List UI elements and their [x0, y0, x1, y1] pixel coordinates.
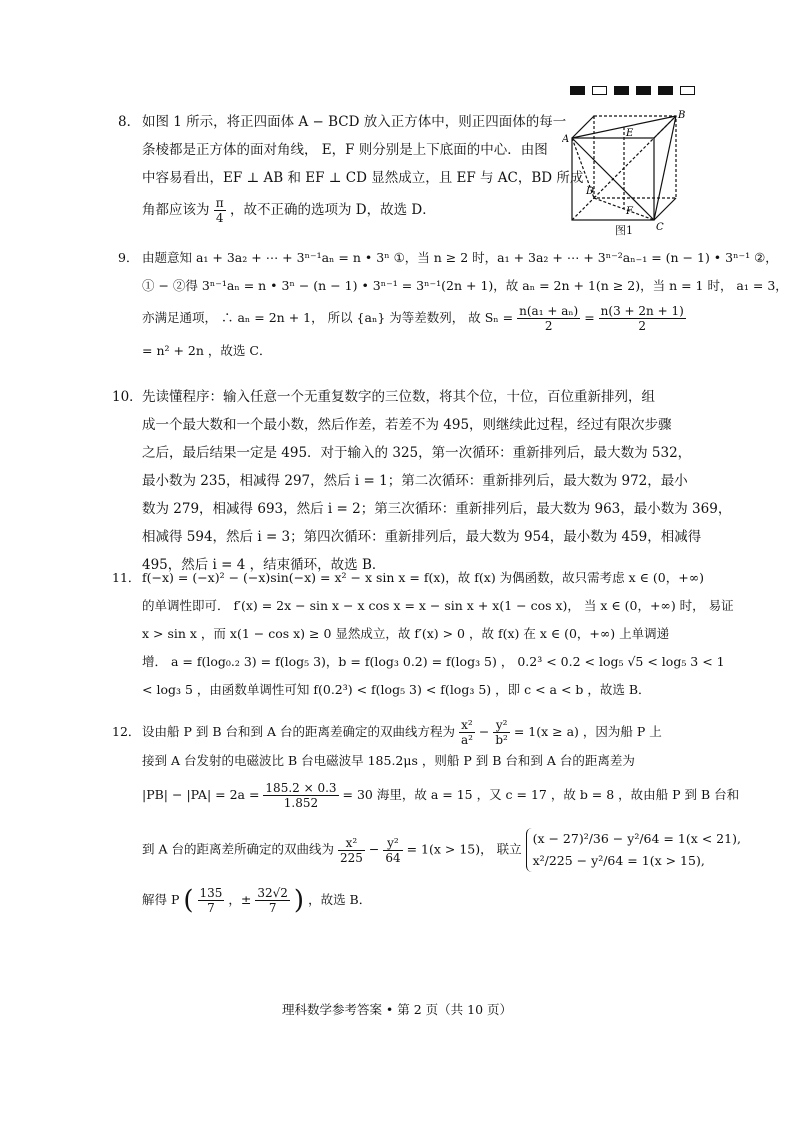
text-line [142, 886, 702, 915]
denominator: 7 [207, 901, 215, 915]
fraction [255, 886, 290, 915]
text-span: = 1(x > 15)， 联立 [406, 841, 522, 857]
text-span: − [368, 841, 384, 857]
fraction [263, 781, 338, 810]
denominator: b² [495, 733, 508, 747]
numerator: 185.2 × 0.3 [265, 781, 337, 795]
numerator: x² [338, 836, 365, 851]
numerator: n(3 + 2n + 1) [600, 304, 684, 318]
text-line [142, 196, 558, 225]
text-span: |PB| − |PA| = 2a = [142, 787, 260, 802]
mark-filled [614, 86, 629, 95]
system-equation-1: (x − 27)²/36 − y²/64 = 1(x < 21), [532, 831, 741, 846]
text-line [142, 718, 702, 747]
text-line: 最小数为 235，相减得 297，然后 i = 1；第二次循环：重新排列后，最大数为 972，最小 [142, 473, 688, 489]
label-D: D [586, 186, 595, 197]
text-span: 解得 P [142, 892, 180, 907]
header-marks [570, 86, 695, 95]
text-line: 数为 279，相减得 693，然后 i = 2；第三次循环：重新排列后，最大数为 963，最小数为 369， [142, 501, 732, 517]
text-span: = 30 海里，故 a = 15 ，又 c = 17 ，故 b = 8 ，故由船 P 到 B 台和 [342, 787, 740, 802]
problem-number: 12． [112, 724, 141, 739]
problem-11 [112, 564, 734, 704]
problem-number: 11． [112, 570, 141, 585]
problem-number: 10． [112, 389, 143, 405]
text-span: ，± [228, 892, 252, 907]
numerator: x² [459, 718, 475, 733]
fraction [383, 836, 402, 865]
text-span: 亦满足通项， ∴ aₙ = 2n + 1， 所以 {aₙ} 为等差数列， 故 Sₙ = [142, 310, 514, 325]
figure-caption: 图1 [615, 224, 633, 237]
text-span: = [584, 310, 599, 325]
text-line: 的单调性即可． f′(x) = 2x − sin x − x cos x = x − sin x + x(1 − cos x)， 当 x ∈ (0，+∞) 时， 易证 [142, 598, 734, 613]
text-line: 由题意知 a₁ + 3a₂ + ⋯ + 3ⁿ⁻¹aₙ = n • 3ⁿ ①，当 n ≥ 2 时，a₁ + 3a₂ + ⋯ + 3ⁿ⁻²aₙ₋₁ = (n − 1) • 3ⁿ⁻¹ ②， [142, 250, 778, 265]
system-equation-2: x²/225 − y²/64 = 1(x > 15), [532, 853, 705, 868]
label-A: A [562, 134, 570, 145]
text-span: ，故选 B． [308, 892, 372, 907]
problem-number: 9． [118, 250, 139, 265]
text-line: 成一个最大数和一个最小数，然后作差，若差不为 495，则继续此过程，经过有限次步骤 [142, 417, 672, 433]
fraction [338, 836, 365, 865]
text-line: 增． a = f(log₀.₂ 3) = f(log₅ 3)，b = f(log₃ 0.2) = f(log₃ 5) ， 0.2³ < 0.2 < log₅ √5 < log₅ 3 < 1 [142, 654, 725, 669]
problem-9 [118, 244, 788, 365]
label-E: E [626, 128, 634, 139]
numerator: y² [493, 718, 510, 733]
label-C: C [656, 222, 664, 233]
mark-filled [570, 86, 585, 95]
fraction [599, 304, 686, 333]
text-line: 条棱都是正方体的面对角线， E，F 则分别是上下底面的中心．由图 [142, 142, 548, 158]
problem-number: 8． [118, 114, 141, 130]
left-paren: ( [183, 885, 194, 916]
denominator: 225 [339, 850, 363, 865]
mark-outline [680, 86, 695, 95]
denominator: 4 [215, 211, 224, 225]
text-line: < log₃ 5 ，由函数单调性可知 f(0.2³) < f(log₅ 3) < f(log₃ 5) ，即 c < a < b ，故选 B． [142, 682, 651, 697]
fraction [459, 718, 475, 747]
text-line: = n² + 2n ，故选 C． [142, 343, 272, 358]
label-F: F [626, 206, 633, 217]
text-line: 如图 1 所示，将正四面体 A − BCD 放入正方体中，则正四面体的每一 [142, 114, 567, 130]
right-paren: ) [293, 885, 305, 916]
fraction [493, 718, 510, 747]
text-span: 角都应该为 [142, 202, 210, 218]
problem-10 [112, 383, 732, 579]
mark-filled [636, 86, 651, 95]
fraction [517, 304, 580, 333]
numerator: n(a₁ + aₙ) [519, 304, 579, 318]
text-line [142, 304, 698, 333]
text-line: ① − ②得 3ⁿ⁻¹aₙ = n • 3ⁿ − (n − 1) • 3ⁿ⁻¹ = 3ⁿ⁻¹(2n + 1)，故 aₙ = 2n + 1(n ≥ 2)，当 n = 1 时， a₁ = 3， [142, 278, 788, 293]
text-span: ，故不正确的选项为 D，故选 D． [229, 202, 436, 218]
denominator: 2 [638, 319, 647, 333]
equation-system [526, 828, 741, 872]
text-line: 495，然后 i = 4 ，结束循环，故选 B． [142, 557, 386, 573]
text-line: f(−x) = (−x)² − (−x)sin(−x) = x² − x sin x = f(x)，故 f(x) 为偶函数，故只需考虑 x ∈ (0，+∞) [142, 570, 705, 585]
denominator: a² [460, 733, 473, 747]
text-span: − [478, 724, 494, 739]
text-line: 相减得 594，然后 i = 3；第四次循环：重新排列后，最大数为 954，最小数为 459，相减得 [142, 529, 702, 545]
denominator: 2 [544, 319, 553, 333]
numerator: 135 [199, 886, 223, 900]
text-span: = 1(x ≥ a) ，因为船 P 上 [513, 724, 662, 739]
text-line: x > sin x ，而 x(1 − cos x) ≥ 0 显然成立，故 f′(x) > 0 ，故 f(x) 在 x ∈ (0，+∞) 上单调递 [142, 626, 670, 641]
text-line [142, 828, 741, 872]
denominator: 64 [385, 850, 401, 865]
denominator: 7 [268, 901, 277, 915]
numerator: 32√2 [257, 886, 288, 900]
page-footer: 理科数学参考答案 • 第 2 页（共 10 页） [281, 1002, 513, 1017]
fraction [214, 196, 226, 225]
problem-8 [118, 108, 584, 225]
text-span: 到 A 台的距离差所确定的双曲线为 [142, 841, 334, 857]
text-span: 设由船 P 到 B 台和到 A 台的距离差确定的双曲线方程为 [142, 724, 455, 739]
denominator: 1.852 [283, 796, 319, 810]
fraction [198, 886, 225, 915]
problem-12 [112, 718, 741, 916]
text-line [142, 781, 740, 810]
numerator: y² [383, 836, 402, 851]
text-line: 先读懂程序：输入任意一个无重复数字的三位数，将其个位，十位，百位重新排列，组 [142, 389, 655, 405]
mark-filled [658, 86, 673, 95]
mark-outline [592, 86, 607, 95]
text-line: 中容易看出，EF ⊥ AB 和 EF ⊥ CD 显然成立，且 EF 与 AC，BD 所成 [142, 170, 584, 186]
text-line: 之后，最后结果一定是 495．对于输入的 325，第一次循环：重新排列后，最大数为 532， [142, 445, 692, 461]
label-B: B [678, 110, 686, 121]
numerator: π [215, 196, 224, 210]
text-line: 接到 A 台发射的电磁波比 B 台电磁波早 185.2μs ，则船 P 到 B 台和到 A 台的距离差为 [142, 753, 635, 768]
